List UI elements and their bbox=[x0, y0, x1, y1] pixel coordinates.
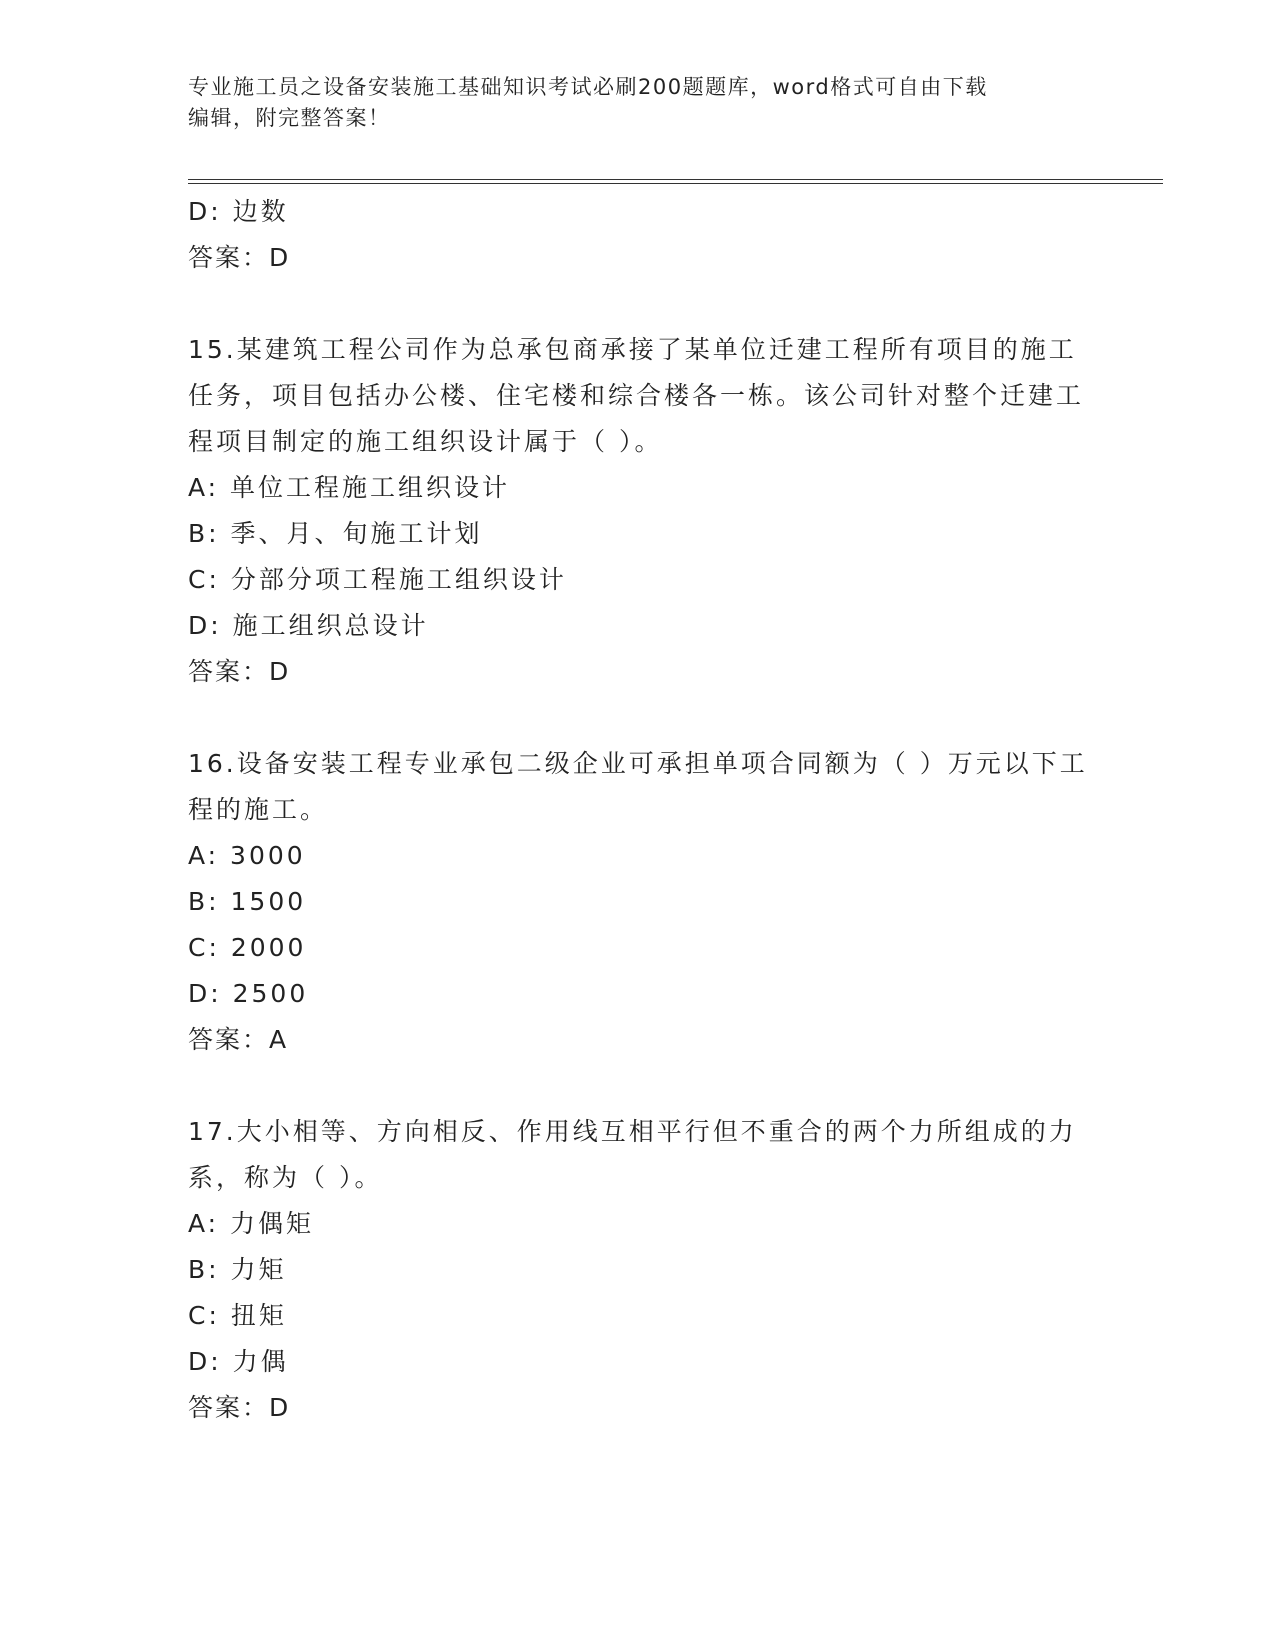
answer: 答案：D bbox=[188, 657, 291, 686]
prev-option-d: D: 边数 bbox=[188, 197, 289, 226]
header-divider-thick bbox=[188, 183, 1163, 184]
header-line-2: 编辑，附完整答案！ bbox=[188, 106, 391, 130]
header-line-1: 专业施工员之设备安装施工基础知识考试必刷200题题库，word格式可自由下载 bbox=[188, 75, 988, 99]
answer: 答案：D bbox=[188, 1393, 291, 1422]
spacer bbox=[188, 1063, 1088, 1109]
answer: 答案：A bbox=[188, 1025, 289, 1054]
option-d: D: 施工组织总设计 bbox=[188, 611, 429, 640]
option-c: C: 2000 bbox=[188, 933, 307, 962]
question-stem: 15.某建筑工程公司作为总承包商承接了某单位迁建工程所有项目的施工任务，项目包括办公楼、住宅楼和综合楼各一栋。该公司针对整个迁建工程项目制定的施工组织设计属于（ ）。 bbox=[188, 335, 1085, 456]
question-16 bbox=[188, 741, 1088, 1063]
question-stem: 16.设备安装工程专业承包二级企业可承担单项合同额为（ ）万元以下工程的施工。 bbox=[188, 749, 1088, 824]
prev-answer: 答案：D bbox=[188, 243, 291, 272]
spacer bbox=[188, 695, 1088, 741]
document-header bbox=[188, 72, 1088, 134]
option-a: A: 3000 bbox=[188, 841, 306, 870]
question-17 bbox=[188, 1109, 1088, 1431]
header-divider-thin bbox=[188, 179, 1163, 180]
option-a: A: 单位工程施工组织设计 bbox=[188, 473, 511, 502]
option-b: B: 1500 bbox=[188, 887, 307, 916]
question-15 bbox=[188, 327, 1088, 695]
option-b: B: 力矩 bbox=[188, 1255, 287, 1284]
option-c: C: 扭矩 bbox=[188, 1301, 287, 1330]
option-a: A: 力偶矩 bbox=[188, 1209, 315, 1238]
spacer bbox=[188, 281, 1088, 327]
option-d: D: 力偶 bbox=[188, 1347, 289, 1376]
option-d: D: 2500 bbox=[188, 979, 309, 1008]
document-body bbox=[188, 189, 1088, 1431]
option-c: C: 分部分项工程施工组织设计 bbox=[188, 565, 567, 594]
option-b: B: 季、月、旬施工计划 bbox=[188, 519, 483, 548]
question-stem: 17.大小相等、方向相反、作用线互相平行但不重合的两个力所组成的力系，称为（ ）。 bbox=[188, 1117, 1077, 1192]
